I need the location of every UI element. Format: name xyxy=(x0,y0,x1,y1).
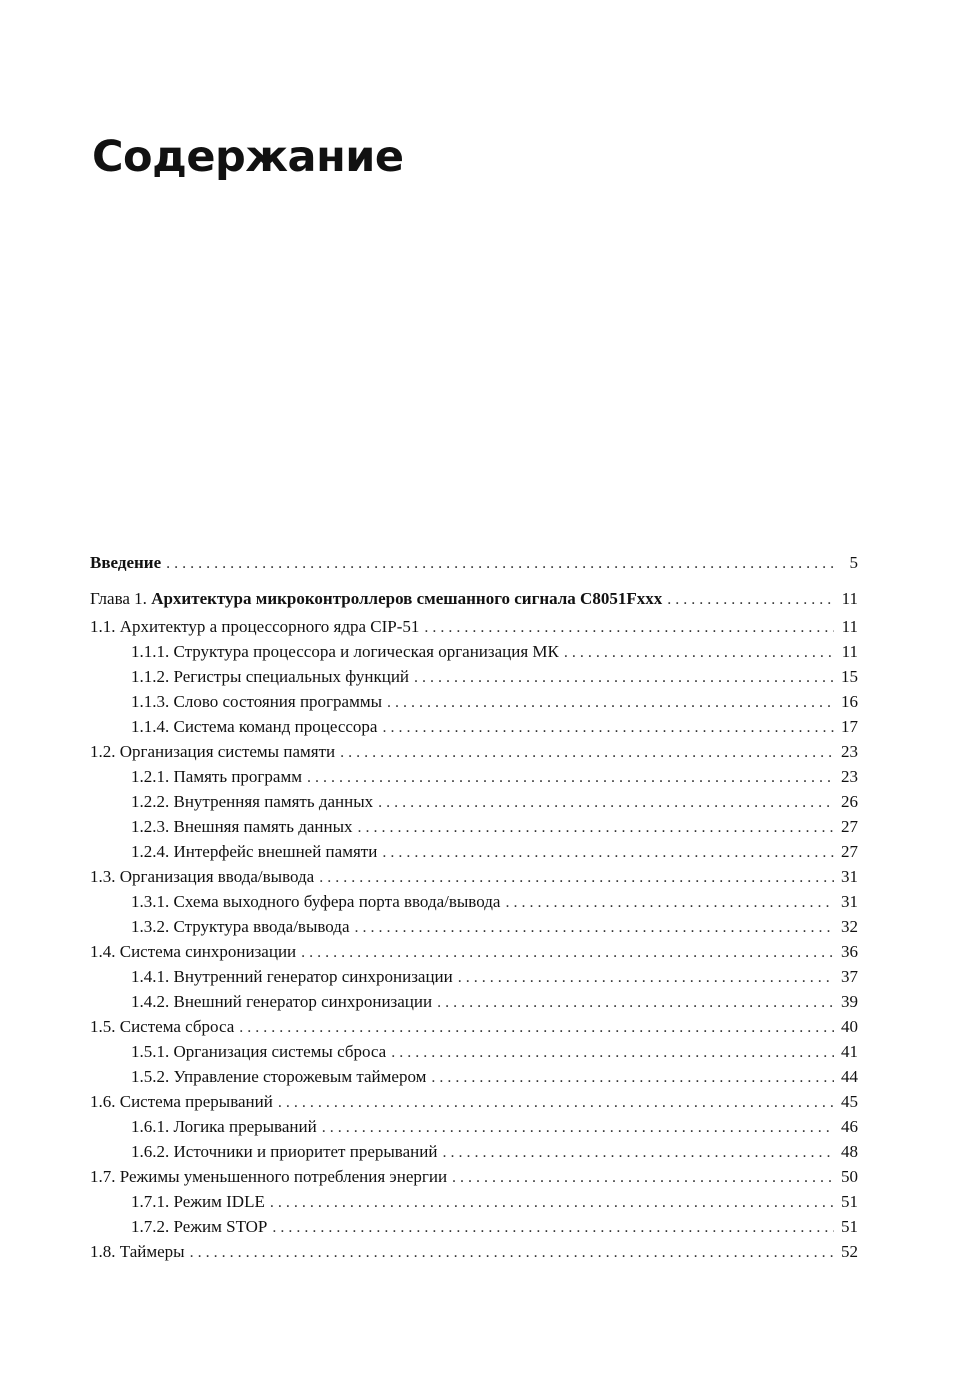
dot-leader xyxy=(391,1040,834,1065)
toc-entry[interactable] xyxy=(90,1189,858,1214)
dot-leader xyxy=(382,840,834,865)
toc-entry[interactable] xyxy=(90,614,858,639)
toc-entry-page: 51 xyxy=(841,1217,858,1236)
dot-leader xyxy=(358,815,834,840)
toc-entry-page: 27 xyxy=(841,842,858,861)
toc-entry-number: 1.1.3. xyxy=(131,692,170,711)
dot-leader xyxy=(458,965,834,990)
dot-leader xyxy=(382,715,834,740)
toc-entry-number: 1.1. xyxy=(90,617,116,636)
toc-entry-number: 1.5. xyxy=(90,1017,116,1036)
toc-entry-title: Интерфейс внешней памяти xyxy=(173,842,378,861)
toc-chapter-page: 11 xyxy=(841,589,858,608)
toc-entry-page: 46 xyxy=(841,1117,858,1136)
dot-leader xyxy=(301,940,834,965)
toc-entry-number: 1.5.1. xyxy=(131,1042,170,1061)
toc-entry-number: 1.8. xyxy=(90,1242,116,1261)
dot-leader xyxy=(437,990,834,1015)
toc-entry[interactable] xyxy=(90,914,858,939)
toc-entry-page: 11 xyxy=(841,617,858,636)
dot-leader xyxy=(340,740,834,765)
toc-entry-page: 31 xyxy=(841,892,858,911)
dot-leader xyxy=(272,1215,834,1240)
dot-leader xyxy=(505,890,834,915)
dot-leader xyxy=(431,1065,834,1090)
toc-entry[interactable] xyxy=(90,939,858,964)
toc-entry-page: 32 xyxy=(841,917,858,936)
dot-leader xyxy=(452,1165,834,1190)
toc-entry-page: 51 xyxy=(841,1192,858,1211)
toc-entry-page: 27 xyxy=(841,817,858,836)
toc-entry[interactable] xyxy=(90,689,858,714)
toc-entry-number: 1.3. xyxy=(90,867,116,886)
toc-entry-number: 1.6.2. xyxy=(131,1142,170,1161)
toc-entry[interactable] xyxy=(90,839,858,864)
toc-entry-number: 1.5.2. xyxy=(131,1067,170,1086)
toc-entry-title: Таймеры xyxy=(119,1242,185,1261)
toc-entry[interactable] xyxy=(90,739,858,764)
toc-entry-number: 1.2.3. xyxy=(131,817,170,836)
toc-entry-page: 26 xyxy=(841,792,858,811)
toc-entry-title: Управление сторожевым таймером xyxy=(173,1067,427,1086)
toc-entry-page: 52 xyxy=(841,1242,858,1261)
toc-entry-page: 23 xyxy=(841,767,858,786)
toc-entry-page: 23 xyxy=(841,742,858,761)
toc-entry[interactable] xyxy=(90,1089,858,1114)
table-of-contents xyxy=(90,550,858,1264)
dot-leader xyxy=(414,665,834,690)
toc-entry-page: 39 xyxy=(841,992,858,1011)
toc-entry[interactable] xyxy=(90,639,858,664)
toc-entries xyxy=(90,614,858,1264)
toc-entry-title: Система прерываний xyxy=(119,1092,273,1111)
toc-entry[interactable] xyxy=(90,814,858,839)
toc-entry-title: Источники и приоритет прерываний xyxy=(173,1142,438,1161)
dot-leader xyxy=(378,790,834,815)
toc-entry-page: 48 xyxy=(841,1142,858,1161)
toc-entry-page: 15 xyxy=(841,667,858,686)
dot-leader xyxy=(442,1140,834,1165)
toc-entry-number: 1.4.1. xyxy=(131,967,170,986)
dot-leader xyxy=(355,915,835,940)
toc-entry-title: Слово состояния программы xyxy=(173,692,383,711)
toc-intro-row[interactable] xyxy=(90,550,858,575)
toc-entry[interactable] xyxy=(90,864,858,889)
toc-entry-title: Система синхронизации xyxy=(119,942,297,961)
toc-entry-number: 1.1.1. xyxy=(131,642,170,661)
toc-entry-page: 31 xyxy=(841,867,858,886)
toc-chapter-row[interactable] xyxy=(90,586,858,611)
toc-entry-page: 41 xyxy=(841,1042,858,1061)
toc-entry[interactable] xyxy=(90,1114,858,1139)
toc-entry[interactable] xyxy=(90,764,858,789)
toc-entry-page: 50 xyxy=(841,1167,858,1186)
toc-entry[interactable] xyxy=(90,1014,858,1039)
toc-entry-page: 44 xyxy=(841,1067,858,1086)
toc-entry-title: Организация системы памяти xyxy=(119,742,336,761)
toc-entry-title: Внешний генератор синхронизации xyxy=(173,992,433,1011)
toc-entry-title: Режим IDLE xyxy=(173,1192,265,1211)
toc-entry-number: 1.7.2. xyxy=(131,1217,170,1236)
dot-leader xyxy=(239,1015,834,1040)
toc-entry-title: Внутренний генератор синхронизации xyxy=(173,967,453,986)
toc-entry[interactable] xyxy=(90,1164,858,1189)
toc-entry-title: Организация ввода/вывода xyxy=(119,867,315,886)
toc-entry-title: Внешняя память данных xyxy=(173,817,353,836)
dot-leader xyxy=(322,1115,834,1140)
toc-chapter-title: Архитектура микроконтроллеров смешанного сигнала C8051Fxxx xyxy=(151,589,663,608)
toc-entry[interactable] xyxy=(90,889,858,914)
toc-entry-page: 40 xyxy=(841,1017,858,1036)
dot-leader xyxy=(166,551,834,576)
toc-entry-title: Режимы уменьшенного потребления энергии xyxy=(119,1167,448,1186)
dot-leader xyxy=(190,1240,834,1265)
dot-leader xyxy=(667,587,834,612)
dot-leader xyxy=(307,765,834,790)
toc-entry-title: Архитектур а процессорного ядра CIP-51 xyxy=(119,617,420,636)
toc-entry-number: 1.6. xyxy=(90,1092,116,1111)
toc-entry-title: Система команд процессора xyxy=(173,717,378,736)
toc-entry-number: 1.3.2. xyxy=(131,917,170,936)
toc-entry-title: Структура процессора и логическая организация МК xyxy=(173,642,559,661)
dot-leader xyxy=(270,1190,834,1215)
toc-entry-number: 1.7.1. xyxy=(131,1192,170,1211)
toc-entry-title: Структура ввода/вывода xyxy=(173,917,350,936)
toc-entry-number: 1.4.2. xyxy=(131,992,170,1011)
toc-entry-page: 45 xyxy=(841,1092,858,1111)
toc-chapter-prefix: Глава 1. xyxy=(90,589,147,608)
page-title: Содержание xyxy=(92,132,404,182)
toc-entry[interactable] xyxy=(90,1139,858,1164)
dot-leader xyxy=(278,1090,834,1115)
toc-entry[interactable] xyxy=(90,1214,858,1239)
toc-entry[interactable] xyxy=(90,964,858,989)
toc-entry-page: 37 xyxy=(841,967,858,986)
toc-entry-number: 1.1.2. xyxy=(131,667,170,686)
toc-entry[interactable] xyxy=(90,664,858,689)
toc-entry-number: 1.2. xyxy=(90,742,116,761)
toc-entry-page: 36 xyxy=(841,942,858,961)
dot-leader xyxy=(424,615,834,640)
toc-entry[interactable] xyxy=(90,1239,858,1264)
toc-entry-title: Внутренняя память данных xyxy=(173,792,374,811)
dot-leader xyxy=(319,865,834,890)
toc-intro-label: Введение xyxy=(90,553,162,572)
toc-intro-page: 5 xyxy=(849,553,858,572)
toc-entry-page: 17 xyxy=(841,717,858,736)
toc-entry-title: Система сброса xyxy=(119,1017,235,1036)
toc-entry-number: 1.2.2. xyxy=(131,792,170,811)
toc-entry-number: 1.4. xyxy=(90,942,116,961)
toc-entry-number: 1.3.1. xyxy=(131,892,170,911)
dot-leader xyxy=(387,690,834,715)
toc-entry-title: Схема выходного буфера порта ввода/вывода xyxy=(173,892,501,911)
toc-entry-number: 1.6.1. xyxy=(131,1117,170,1136)
toc-entry-number: 1.7. xyxy=(90,1167,116,1186)
toc-entry-page: 11 xyxy=(841,642,858,661)
toc-entry-title: Режим STOP xyxy=(173,1217,268,1236)
toc-entry-page: 16 xyxy=(841,692,858,711)
toc-entry-title: Память программ xyxy=(173,767,302,786)
toc-entry-title: Логика прерываний xyxy=(173,1117,317,1136)
toc-entry-number: 1.2.1. xyxy=(131,767,170,786)
toc-entry[interactable] xyxy=(90,1039,858,1064)
toc-entry[interactable] xyxy=(90,714,858,739)
toc-entry[interactable] xyxy=(90,989,858,1014)
toc-entry[interactable] xyxy=(90,1064,858,1089)
toc-entry-number: 1.1.4. xyxy=(131,717,170,736)
dot-leader xyxy=(564,640,834,665)
toc-entry-title: Регистры специальных функций xyxy=(173,667,410,686)
toc-entry-number: 1.2.4. xyxy=(131,842,170,861)
toc-entry-title: Организация системы сброса xyxy=(173,1042,387,1061)
toc-entry[interactable] xyxy=(90,789,858,814)
